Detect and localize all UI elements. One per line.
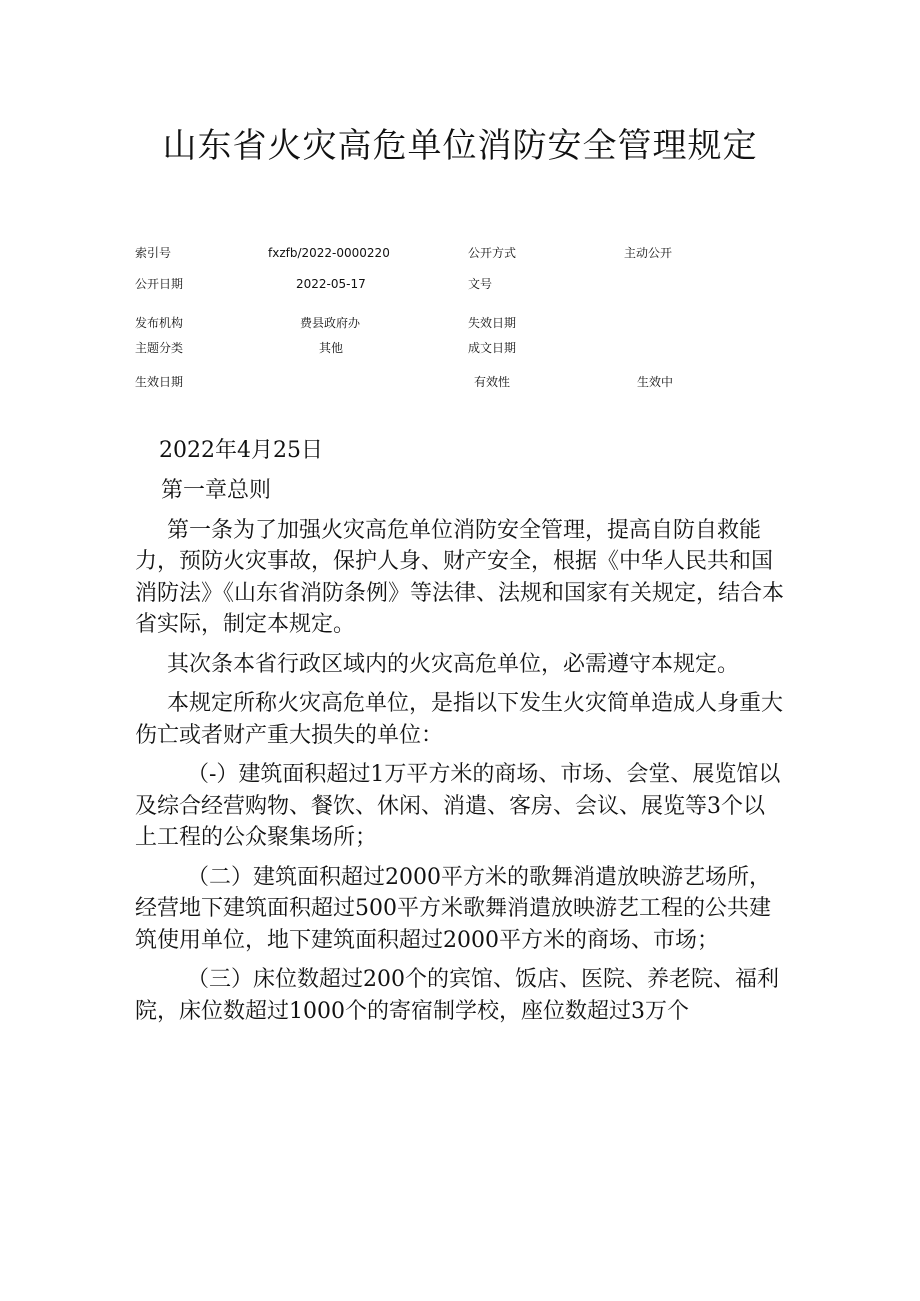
list-item-1: （-）建筑面积超过1万平方米的商场、市场、会堂、展览馆以及综合经营购物、餐饮、休闲、消遣、客房、会议、展览等3个以上工程的公众聚集场所； [135,762,781,850]
index-value: fxzfb/2022-0000220 [268,246,390,260]
issuer-value: 费县政府办 [300,316,361,330]
category-value: 其他 [319,341,344,355]
validity-value: 生效中 [637,375,674,389]
list-item-3: （三）床位数超过200个的宾馆、饭店、医院、养老院、福利院，床位数超过1000个的寄宿制学校，座位数超过3万个 [135,967,779,1024]
publish-date-label: 公开日期 [135,277,184,291]
expiry-date-label: 失效日期 [468,316,517,330]
validity-label: 有效性 [474,375,511,389]
article-1: 第一条为了加强火灾高危单位消防安全管理，提高自防自救能力，预防火灾事故，保护人身、财产安全，根据《中华人民共和国消防法》《山东省消防条例》等法律、法规和国家有关规定，结合本省实际，制定本规定。 [135,517,785,637]
list-item-2: （二）建筑面积超过2000平方米的歌舞消遣放映游艺场所，经营地下建筑面积超过500平方米歌舞消遣放映游艺工程的公共建筑使用单位，地下建筑面积超过2000平方米的商场、市场； [135,864,771,953]
issuer-label: 发布机构 [135,316,184,330]
index-label: 索引号 [135,246,172,260]
document-body [135,436,785,1035]
written-date-label: 成文日期 [468,341,517,355]
article-2: 其次条本省行政区域内的火灾高危单位，必需遵守本规定。 [167,651,740,677]
disclosure-mode-label: 公开方式 [468,246,517,260]
document-title: 山东省火灾高危单位消防安全管理规定 [162,126,758,166]
disclosure-mode-value: 主动公开 [624,246,673,260]
definition-paragraph: 本规定所称火灾高危单位，是指以下发生火灾简单造成人身重大伤亡或者财产重大损失的单位： [135,691,784,748]
effective-date-label: 生效日期 [135,375,184,389]
publish-date-value: 2022-05-17 [296,277,366,291]
category-label: 主题分类 [135,341,184,355]
document-date: 2022年4月25日 [159,438,323,463]
doc-number-label: 文号 [468,277,493,291]
chapter-heading: 第一章总则 [161,478,272,503]
